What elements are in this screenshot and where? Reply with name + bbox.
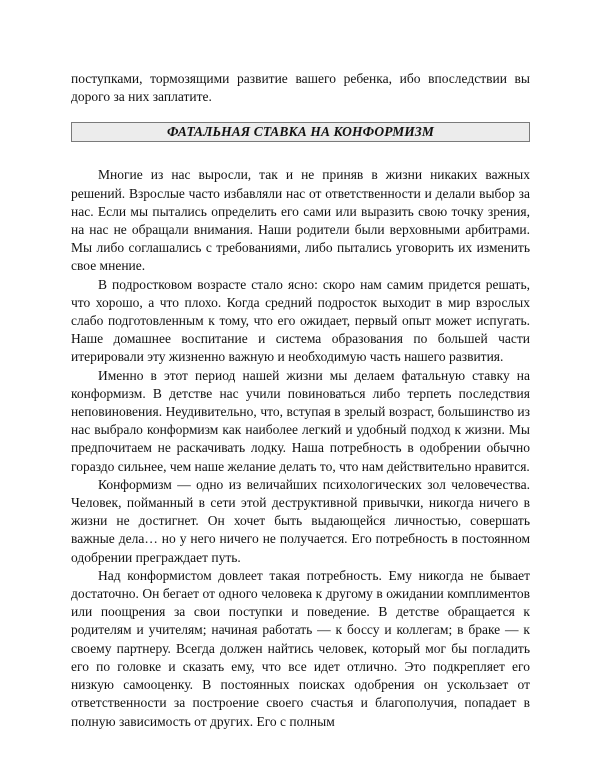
body-paragraph-2: В подростковом возрасте стало ясно: скоро нам самим придется решать, что хорошо, а что плохо. Когда средний подросток выходит в мир взрослых слабо подготовленным к тому, что его ожидает, первый опыт может испугать. Наше домашнее воспитание и система образования по большей части итерировали эту жизненно важную и необходимую часть нашего развития. bbox=[71, 276, 530, 365]
document-page bbox=[71, 70, 530, 731]
intro-paragraph: поступками, тормозящими развитие вашего ребенка, ибо впоследствии вы дорого за них заплатите. bbox=[71, 71, 530, 105]
section-heading: ФАТАЛЬНАЯ СТАВКА НА КОНФОРМИЗМ bbox=[71, 122, 530, 142]
body-paragraph-5: Над конформистом довлеет такая потребность. Ему никогда не бывает достаточно. Он бегает от одного человека к другому в ожидании комплиментов или поощрения за свои поступки и поведение. В детстве обращается к родителям и учителям; начиная работать — к боссу и коллегам; в браке — к своему партнеру. Всегда должен найтись человек, который мог бы погладить его по головке и сказать ему, что все идет отлично. Это подкрепляет его низкую самооценку. В постоянных поисках одобрения он ускользает от ответственности за построение своего счастья и благополучия, попадает в полную зависимость от других. Его с полным bbox=[71, 567, 530, 729]
body-paragraph-1: Многие из нас выросли, так и не приняв в жизни никаких важных решений. Взрослые часто избавляли нас от ответственности и делали выбор за нас. Если мы пытались определить его сами или выразить свою точку зрения, на нас не обращали внимания. Наши родители были верховными арбитрами. Мы либо соглашались с требованиями, либо пытались уговорить их изменить свое мнение. bbox=[71, 167, 530, 274]
body-paragraph-4: Конформизм — одно из величайших психологических зол человечества. Человек, пойманный в сети этой деструктивной привычки, никогда ничего в жизни не достигнет. Он хочет быть выдающейся личностью, совершать важные дела… но у него ничего не получается. Его потребность в постоянном одобрении преграждает путь. bbox=[71, 476, 530, 565]
body-paragraph-3: Именно в этот период нашей жизни мы делаем фатальную ставку на конформизм. В детстве нас учили повиноваться либо терпеть последствия неповиновения. Неудивительно, что, вступая в зрелый возраст, большинство из нас выбрало конформизм как наиболее легкий и удобный подход к жизни. Мы предпочитаем не раскачивать лодку. Наша потребность в одобрении обычно гораздо сильнее, чем наше желание делать то, что нам действительно нравится. bbox=[71, 367, 530, 474]
